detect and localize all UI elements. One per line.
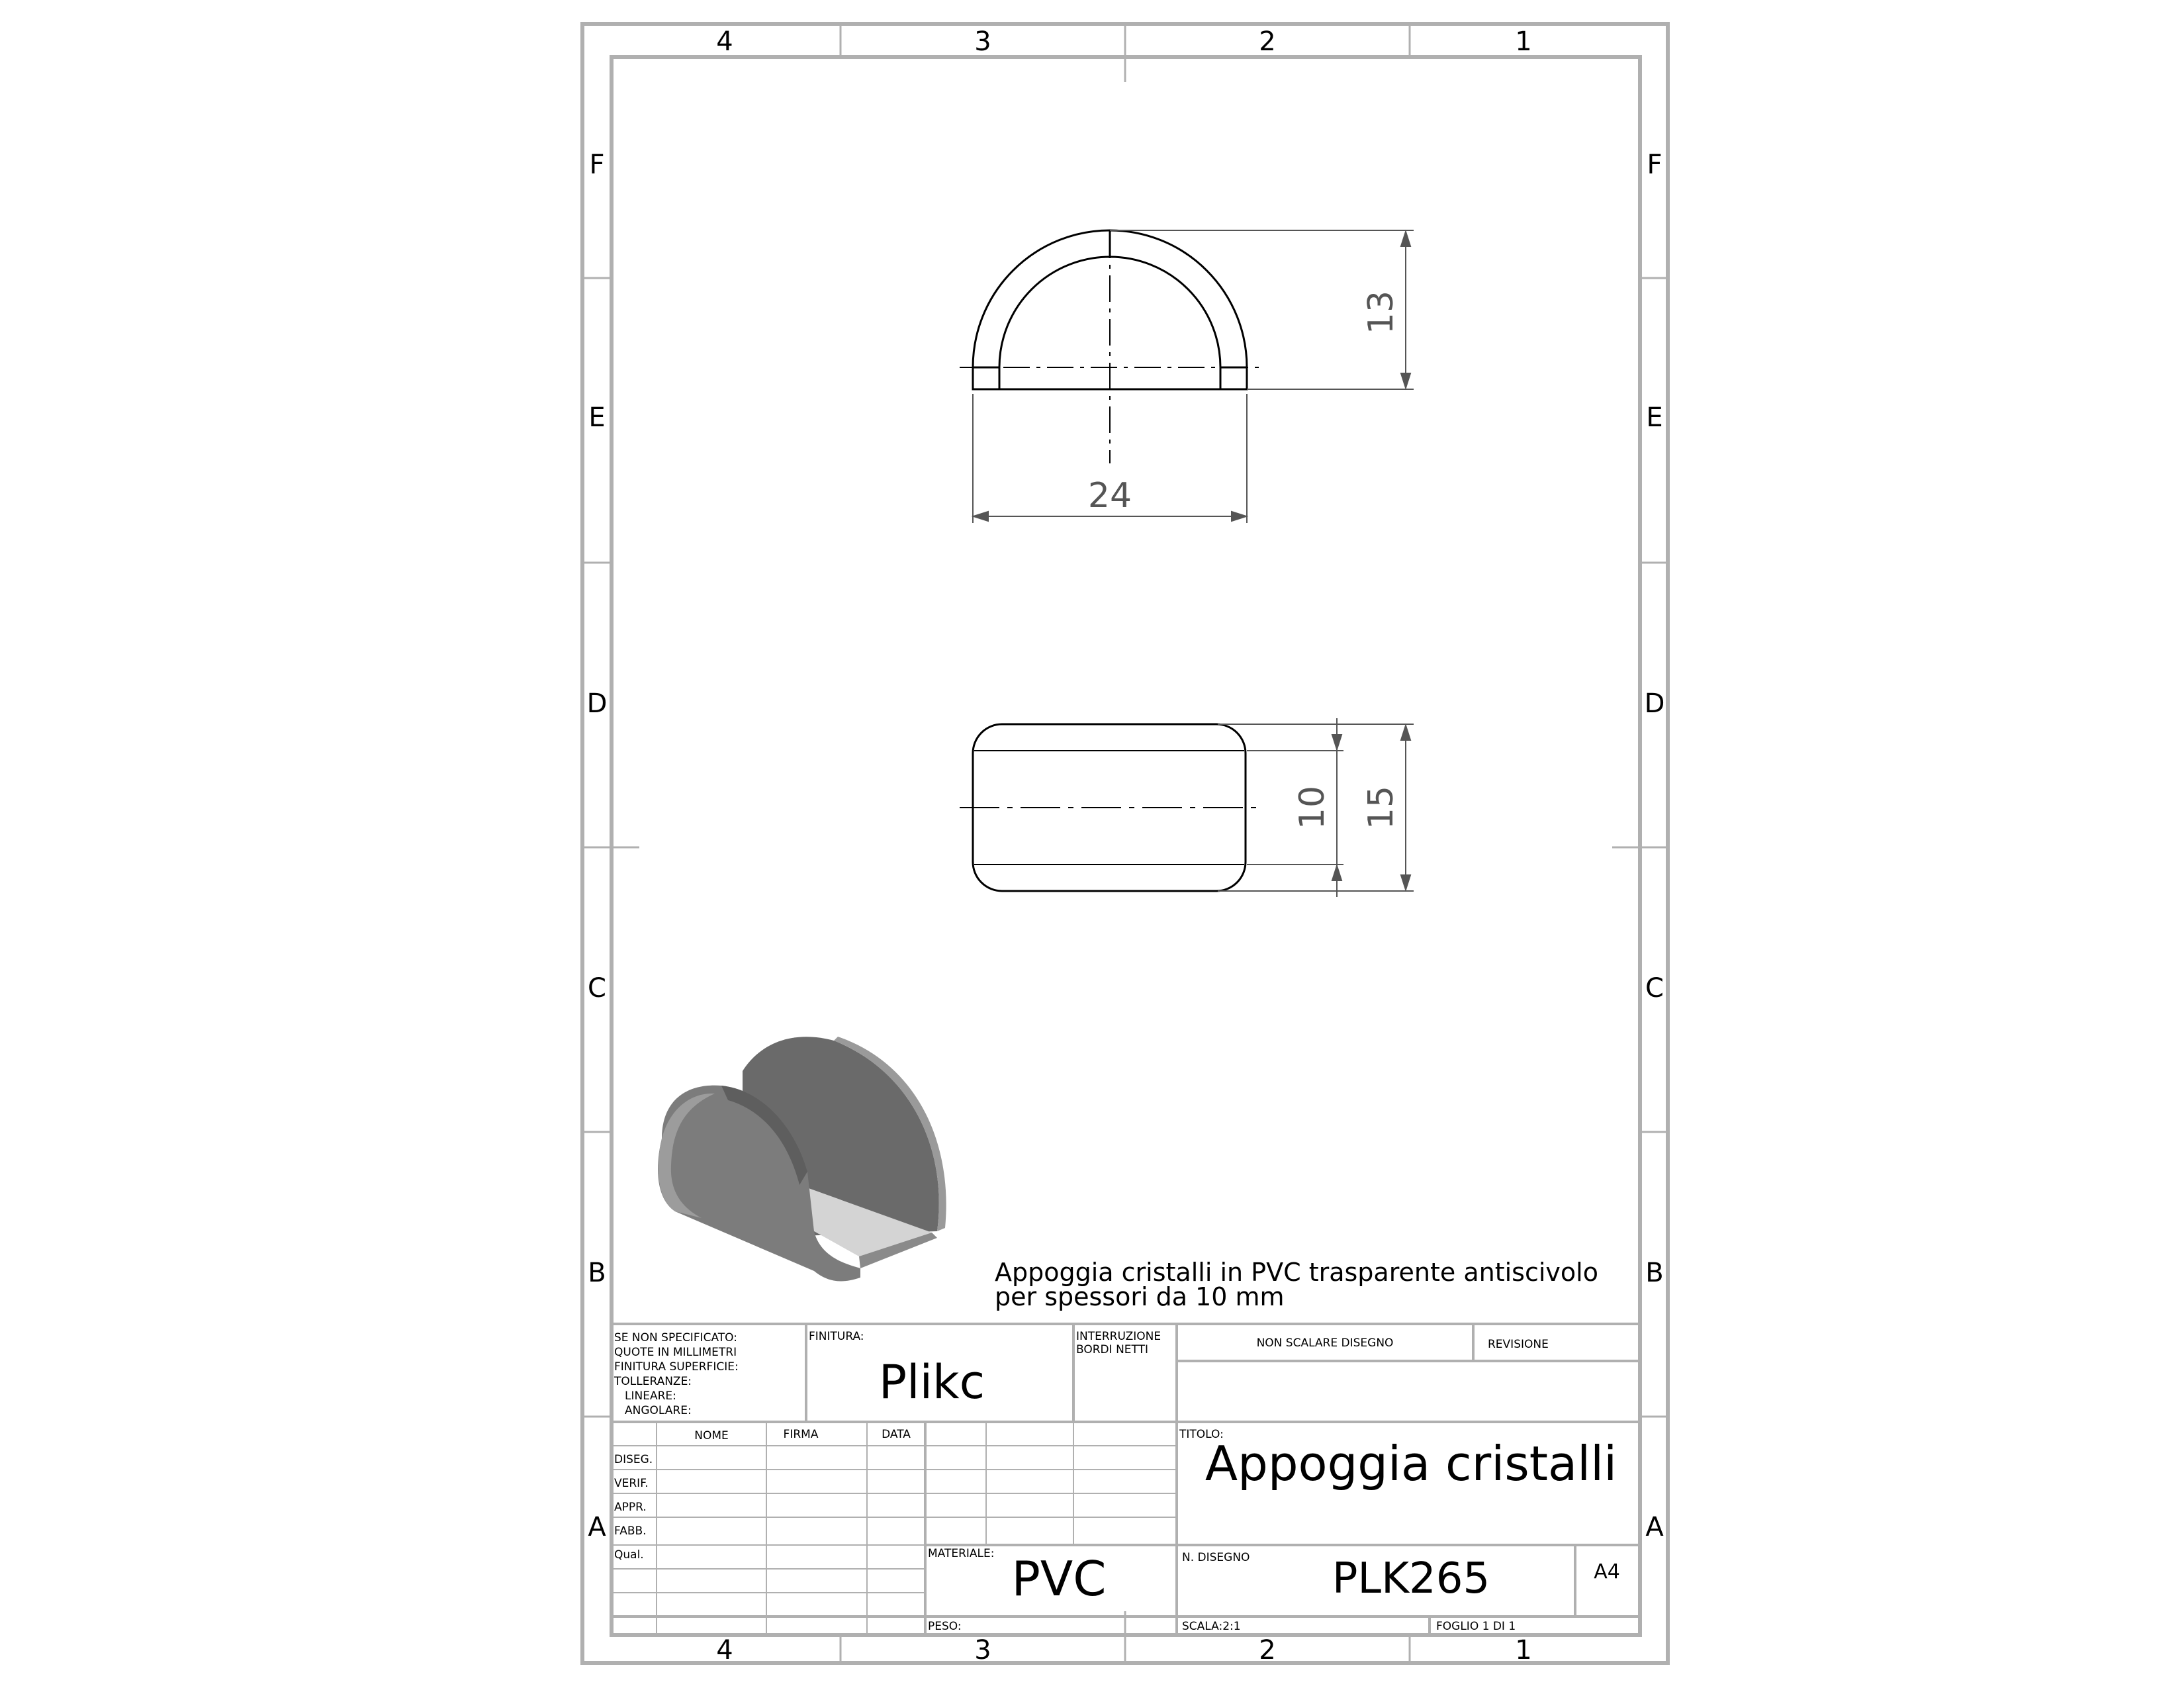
row-label: D: [586, 688, 608, 719]
sheet-count-label: FOGLIO 1 DI 1: [1436, 1620, 1516, 1633]
dimension-label-24: 24: [1087, 476, 1132, 516]
drawing-number-value: PLK265: [1332, 1554, 1490, 1603]
col-label: 2: [1259, 26, 1276, 57]
no-scale-label: NON SCALARE DISEGNO: [1256, 1336, 1394, 1350]
dimension-label-10: 10: [1293, 785, 1332, 830]
col-header-name: NOME: [694, 1429, 729, 1442]
col-label: 3: [974, 1635, 991, 1665]
break-edges-line-1: INTERRUZIONE: [1076, 1330, 1161, 1343]
general-note: ANGOLARE:: [625, 1404, 692, 1417]
material-label: MATERIALE:: [928, 1547, 995, 1560]
row-label-manufacturing: FABB.: [614, 1524, 647, 1538]
col-header-signature: FIRMA: [783, 1428, 819, 1441]
row-label: C: [588, 973, 606, 1004]
row-labels-right: [1645, 150, 1665, 1542]
row-label: B: [588, 1258, 606, 1288]
drawing-note: [995, 1258, 1598, 1311]
revision-label: REVISIONE: [1488, 1338, 1549, 1351]
general-note: TOLLERANZE:: [614, 1375, 692, 1388]
row-label-approved: APPR.: [614, 1501, 647, 1514]
paper-size: A4: [1594, 1560, 1620, 1583]
col-label: 3: [974, 26, 991, 57]
row-label-drawn: DISEG.: [614, 1453, 653, 1466]
finish-label: FINITURA:: [809, 1330, 864, 1343]
row-label: F: [589, 150, 605, 180]
col-label: 2: [1259, 1635, 1276, 1665]
general-note: FINITURA SUPERFICIE:: [614, 1360, 739, 1374]
col-label: 1: [1515, 1635, 1532, 1665]
weight-label: PESO:: [928, 1620, 962, 1633]
note-line-1: Appoggia cristalli in PVC trasparente antiscivolo: [995, 1258, 1598, 1287]
general-note: QUOTE IN MILLIMETRI: [614, 1346, 737, 1359]
row-label: B: [1645, 1258, 1664, 1288]
dimension-label-15: 15: [1361, 785, 1401, 830]
drawing-number-label: N. DISEGNO: [1182, 1551, 1250, 1564]
finish-value: Plikc: [878, 1355, 985, 1409]
zone-ticks: [582, 24, 1668, 1663]
title-label: TITOLO:: [1179, 1428, 1224, 1441]
isometric-view: [658, 1037, 946, 1281]
col-label: 4: [716, 26, 733, 57]
title-value: Appoggia cristalli: [1205, 1436, 1617, 1491]
col-header-date: DATA: [882, 1428, 911, 1441]
row-label: F: [1647, 150, 1662, 180]
row-label: C: [1645, 973, 1664, 1004]
note-line-2: per spessori da 10 mm: [995, 1282, 1285, 1311]
title-block: [612, 1324, 1640, 1635]
scale-label: SCALA:2:1: [1182, 1620, 1241, 1633]
centerlines: [960, 232, 1261, 463]
front-view: [960, 718, 1414, 897]
row-label: D: [1644, 688, 1665, 719]
break-edges-line-2: BORDI NETTI: [1076, 1343, 1149, 1356]
general-note: LINEARE:: [625, 1389, 676, 1403]
material-value: PVC: [1011, 1551, 1107, 1607]
row-labels-left: [587, 150, 608, 1542]
sheet-frame: [582, 24, 1668, 1663]
col-label: 4: [716, 1635, 733, 1665]
dimension-label-13: 13: [1361, 290, 1401, 335]
general-note: SE NON SPECIFICATO:: [614, 1331, 737, 1344]
row-label: A: [1645, 1512, 1664, 1542]
row-label-checked: VERIF.: [614, 1477, 649, 1490]
row-label: A: [588, 1512, 606, 1542]
row-label-quality: Qual.: [614, 1548, 644, 1562]
row-label: E: [1646, 402, 1663, 433]
col-label: 1: [1515, 26, 1532, 57]
top-view: [960, 230, 1414, 523]
row-label: E: [588, 402, 606, 433]
